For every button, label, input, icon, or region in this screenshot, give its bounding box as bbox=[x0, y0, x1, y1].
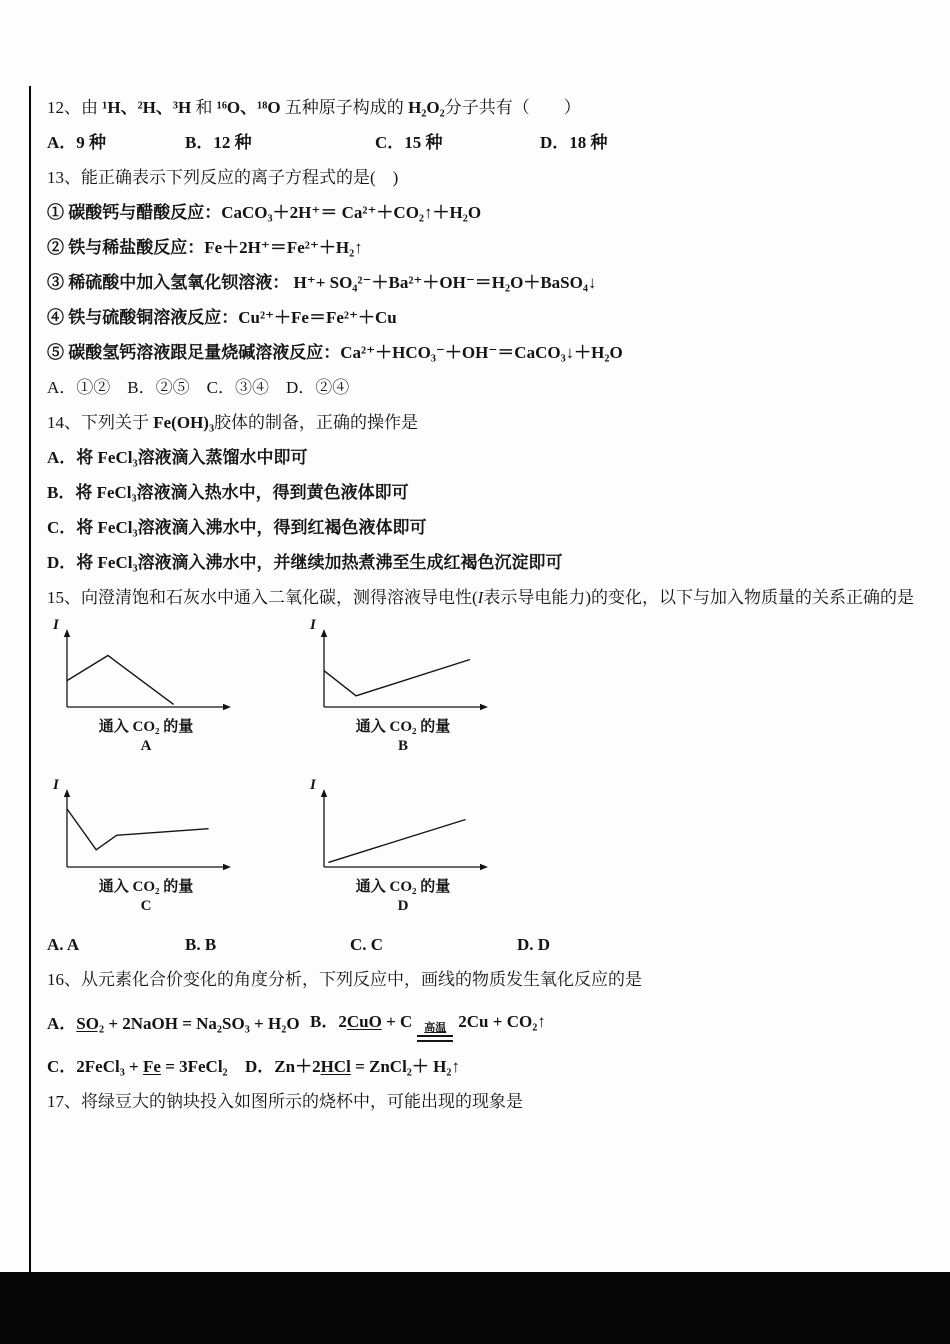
q16-options-row-1 bbox=[47, 997, 917, 1049]
chart-D bbox=[310, 777, 497, 916]
text-segment: B. B bbox=[185, 935, 217, 954]
chart-A-letter: A bbox=[140, 738, 152, 754]
text-segment: Fe＋2H⁺＝Fe²⁺＋H₂↑ bbox=[204, 238, 363, 257]
text-segment: 溶液滴入热水中，得到黄色液体即可 bbox=[136, 483, 409, 502]
chart-D-letter: D bbox=[397, 898, 409, 914]
text-segment: Fe bbox=[143, 1057, 161, 1076]
text-segment: I bbox=[477, 588, 484, 607]
text-segment: B．2 bbox=[310, 1012, 347, 1031]
text-segment: Fe(OH)₃ bbox=[153, 413, 215, 432]
q13-stem bbox=[47, 160, 917, 195]
text-segment: H⁺+ SO₄²⁻＋Ba²⁺＋OH⁻＝H₂O＋BaSO₄↓ bbox=[289, 273, 597, 292]
chart-B-canvas bbox=[312, 625, 492, 717]
text-segment: A． bbox=[47, 1013, 77, 1033]
scan-artifact-bottom-bar bbox=[0, 1272, 950, 1344]
exam-content bbox=[47, 90, 917, 1119]
text-segment: Ca²⁺＋HCO₃⁻＋OH⁻＝CaCO₃↓＋H₂O bbox=[340, 343, 623, 362]
chart-C-letter: C bbox=[140, 898, 152, 914]
q16-option-d bbox=[245, 1049, 460, 1084]
q12-option-a bbox=[47, 125, 185, 160]
chart-D-ylabel: I bbox=[310, 777, 316, 793]
q13-item-3 bbox=[47, 265, 917, 300]
chart-C bbox=[53, 777, 240, 916]
chart-plot-A bbox=[55, 625, 235, 717]
text-segment: 16、从元素化合价变化的角度分析，下列反应中，画线的物质发生氧化反应的是 bbox=[47, 970, 642, 989]
text-segment: 胶体的制备，正确的操作是 bbox=[214, 413, 419, 432]
q14-option-b bbox=[47, 475, 917, 510]
text-segment: B．12 种 bbox=[185, 133, 252, 152]
text-segment: D．Zn＋2 bbox=[245, 1057, 321, 1076]
q12-option-d bbox=[540, 125, 608, 160]
q12-option-c bbox=[375, 125, 540, 160]
q15-stem bbox=[47, 580, 917, 615]
text-segment: FeCl₃ bbox=[96, 483, 137, 502]
condition-text: 高温 bbox=[424, 1022, 447, 1034]
q12-options bbox=[47, 125, 917, 160]
chart-B-xlabel: 通入 CO₂ 的量 bbox=[355, 719, 451, 735]
chart-A-ylabel: I bbox=[53, 617, 59, 633]
q13-answer-row bbox=[47, 370, 917, 405]
text-segment: ¹⁶O、¹⁸O bbox=[216, 98, 285, 117]
q15-option-b bbox=[185, 927, 350, 962]
q13-item-5 bbox=[47, 335, 917, 370]
q16-option-a bbox=[47, 1006, 310, 1041]
q14-option-a bbox=[47, 440, 917, 475]
chart-A bbox=[53, 617, 240, 756]
q13-item-2 bbox=[47, 230, 917, 265]
q16-option-b bbox=[310, 1004, 546, 1042]
text-segment: C. C bbox=[350, 935, 384, 954]
chart-B-ylabel: I bbox=[310, 617, 316, 633]
text-segment: 五种原子构成的 bbox=[284, 98, 409, 117]
scan-artifact-left-line bbox=[29, 86, 31, 1272]
chart-C-ylabel: I bbox=[53, 777, 59, 793]
text-segment: D．将 bbox=[47, 553, 98, 572]
text-segment: 14、下列关于 bbox=[47, 413, 154, 432]
q13-item-1 bbox=[47, 195, 917, 230]
q12-option-b bbox=[185, 125, 375, 160]
text-segment: ¹H、²H、³H bbox=[102, 98, 196, 117]
text-segment: ① 碳酸钙与醋酸反应： bbox=[47, 203, 222, 222]
text-segment: CaCO₃＋2H⁺＝ Ca²⁺＋CO₂↑＋H₂O bbox=[221, 203, 482, 222]
text-segment: SO₂ bbox=[76, 1013, 105, 1033]
text-segment: 溶液滴入蒸馏水中即可 bbox=[137, 448, 308, 467]
text-segment: D. D bbox=[517, 935, 551, 954]
text-segment: Cu²⁺＋Fe＝Fe²⁺＋Cu bbox=[238, 308, 397, 327]
double-equals-line bbox=[417, 1035, 453, 1042]
text-segment: 溶液滴入沸水中，得到红褐色液体即可 bbox=[137, 518, 427, 537]
chart-D-xlabel: 通入 CO₂ 的量 bbox=[355, 879, 451, 895]
chart-plot-D bbox=[312, 785, 492, 877]
text-segment: 和 bbox=[195, 98, 217, 117]
text-segment: 分子共有（ ） bbox=[444, 98, 581, 117]
text-segment: FeCl₃ bbox=[97, 553, 138, 572]
text-segment: C．2FeCl₃ + bbox=[47, 1057, 143, 1076]
text-segment: 15、向澄清饱和石灰水中通入二氧化碳，测得溶液导电性( bbox=[47, 588, 478, 607]
text-segment: C．将 bbox=[47, 518, 98, 537]
text-segment: HCl bbox=[320, 1057, 351, 1076]
q13-item-4 bbox=[47, 300, 917, 335]
q15-answer-row bbox=[47, 927, 917, 962]
text-segment: 17、将绿豆大的钠块投入如图所示的烧杯中，可能出现的现象是 bbox=[47, 1092, 523, 1111]
text-segment: ④ 铁与硫酸铜溶液反应： bbox=[47, 308, 239, 327]
text-segment: A．9 种 bbox=[47, 133, 107, 152]
q15-option-c bbox=[350, 927, 517, 962]
chart-plot-B bbox=[312, 625, 492, 717]
text-segment: ② 铁与稀盐酸反应： bbox=[47, 238, 205, 257]
text-segment: A．①② B．②⑤ C．③④ D．②④ bbox=[47, 378, 350, 397]
text-segment: 12、由 bbox=[47, 98, 103, 117]
chart-B bbox=[310, 617, 497, 756]
chart-D-canvas bbox=[312, 785, 492, 877]
q14-option-d bbox=[47, 545, 917, 580]
text-segment: ⑤ 碳酸氢钙溶液跟足量烧碱溶液反应： bbox=[47, 343, 341, 362]
q17-stem bbox=[47, 1084, 917, 1119]
q16-stem bbox=[47, 962, 917, 997]
text-segment: H₂O₂ bbox=[408, 98, 445, 117]
chart-A-xlabel: 通入 CO₂ 的量 bbox=[98, 719, 194, 735]
text-segment: CuO bbox=[346, 1012, 382, 1031]
text-segment: + C bbox=[381, 1012, 413, 1031]
text-segment: FeCl₃ bbox=[97, 448, 138, 467]
chart-C-canvas bbox=[55, 785, 235, 877]
text-segment: 13、能正确表示下列反应的离子方程式的是( ) bbox=[47, 168, 399, 187]
q15-option-d bbox=[517, 927, 550, 962]
text-segment: 2Cu + CO₂↑ bbox=[458, 1012, 546, 1031]
q16-option-c bbox=[47, 1049, 245, 1084]
q14-option-c bbox=[47, 510, 917, 545]
chart-plot-C bbox=[55, 785, 235, 877]
reaction-condition bbox=[417, 1022, 453, 1042]
chart-A-canvas bbox=[55, 625, 235, 717]
q15-option-a bbox=[47, 927, 185, 962]
text-segment: A. A bbox=[47, 935, 80, 954]
text-segment: = ZnCl₂＋ H₂↑ bbox=[350, 1057, 460, 1076]
chart-C-xlabel: 通入 CO₂ 的量 bbox=[98, 879, 194, 895]
text-segment: 溶液滴入沸水中，并继续加热煮沸至生成红褐色沉淀即可 bbox=[137, 553, 563, 572]
text-segment: 表示导电能力)的变化，以下与加入物质量的关系正确的是 bbox=[483, 588, 915, 607]
q16-options-row-2 bbox=[47, 1049, 917, 1084]
text-segment: A．将 bbox=[47, 448, 98, 467]
q14-stem bbox=[47, 405, 917, 440]
text-segment: = 3FeCl₂ bbox=[160, 1057, 228, 1076]
q12-stem bbox=[47, 90, 917, 125]
text-segment: B．将 bbox=[47, 483, 97, 502]
chart-B-letter: B bbox=[397, 738, 408, 754]
text-segment: ③ 稀硫酸中加入氢氧化钡溶液： bbox=[47, 273, 290, 292]
text-segment: C．15 种 bbox=[375, 133, 443, 152]
text-segment: + 2NaOH = Na₂SO₃ + H₂O bbox=[104, 1013, 300, 1033]
q15-chart-grid bbox=[47, 615, 917, 927]
text-segment: FeCl₃ bbox=[97, 518, 138, 537]
text-segment: D．18 种 bbox=[540, 133, 608, 152]
